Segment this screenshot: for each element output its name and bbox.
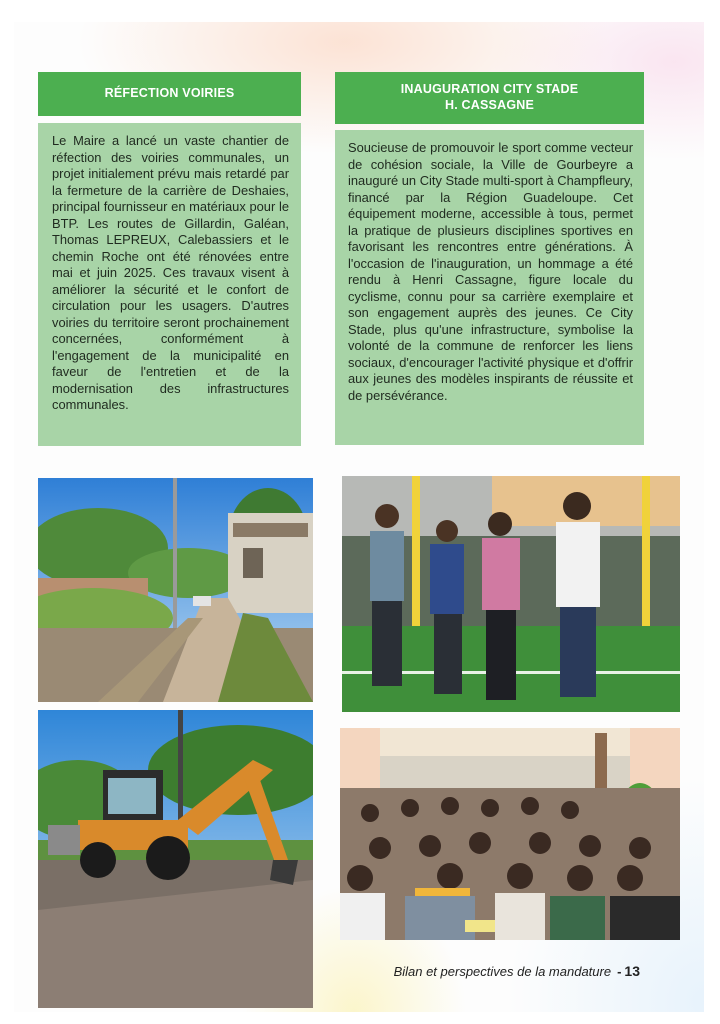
- section-title-city-stade: [335, 72, 644, 124]
- photo-city-stade-inauguration: [342, 476, 680, 712]
- photo-road-works-backhoe: [38, 710, 313, 1008]
- section-title-line-2: H. CASSAGNE: [444, 98, 535, 112]
- footer-caption: Bilan et perspectives de la mandature: [393, 964, 612, 979]
- section-title-refection-voiries: [38, 72, 301, 116]
- section-text-city-stade: Soucieuse de promouvoir le sport comme vecteur de cohésion sociale, la Ville de Gourbeyre a inauguré un City Stade multi-sport à Champfleury, financé par la Région Guadeloupe. Cet équipement moderne, accessible à tous, permet la pratique de plusieurs disciplines sportives en favorisant les rencontres entre générations. À l'occasion de l'inauguration, un hommage a été rendu à Henri Cassagne, figure locale du cyclisme, connu pour sa carrière exemplaire et son engagement auprès des jeunes. Ce City Stade, plus qu'une infrastructure, symbolise la volonté de la commune de renforcer les liens sociaux, d'encourager l'activité physique et d'offrir aux jeunes des modèles inspirants de réussite et de persévérance.: [335, 130, 644, 445]
- section-title-line-1: INAUGURATION CITY STADE: [400, 82, 579, 97]
- page-footer: [340, 963, 640, 979]
- section-title-text: RÉFECTION VOIRIES: [104, 86, 235, 101]
- photo-renovated-road: [38, 478, 313, 702]
- page-number: 13: [624, 963, 640, 979]
- photo-inauguration-audience: [340, 728, 680, 940]
- section-text-refection-voiries: Le Maire a lancé un vaste chantier de réfection des voiries communales, un projet initialement prévu mais retardé par la fermeture de la carrière de Deshaies, principal fournisseur en matériaux pour le BTP. Les routes de Gillardin, Galéan, Thomas LEPREUX, Calebassiers et le chemin Roche ont été rénovées entre mai et juin 2025. Ces travaux visent à améliorer la sécurité et le confort de circulation pour les usagers. D'autres voiries du territoire seront prochainement concernées, conformément à l'engagement de la municipalité en faveur de l'entretien et de la modernisation des infrastructures communales.: [38, 123, 301, 446]
- footer-separator: -: [617, 964, 622, 979]
